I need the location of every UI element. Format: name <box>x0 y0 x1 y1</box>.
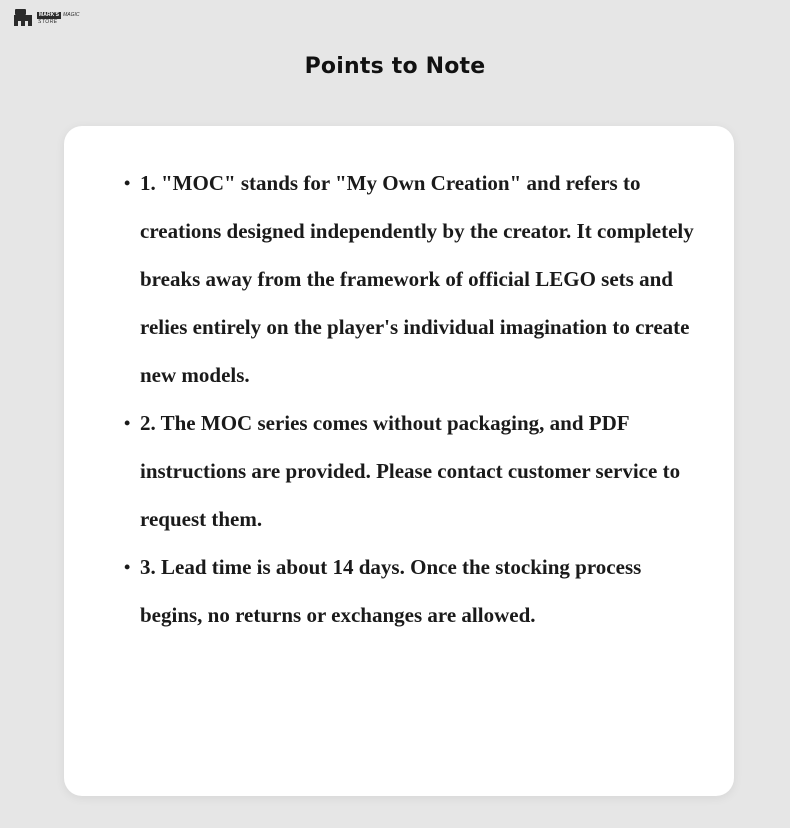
bullet-icon: • <box>124 557 131 577</box>
logo-magic: MAGIC <box>63 11 80 18</box>
note-text: 2. The MOC series comes without packaging, and PDF instructions are provided. Please contact customer service to request them. <box>140 411 681 531</box>
store-logo <box>14 8 80 28</box>
bullet-icon: • <box>124 173 131 193</box>
page-title: Points to Note <box>304 54 486 79</box>
logo-wordmark <box>37 12 80 25</box>
notes-list <box>124 159 700 639</box>
note-item-2 <box>124 399 700 543</box>
note-item-3 <box>124 543 700 639</box>
logo-store: STORE <box>38 18 58 25</box>
logo-icon <box>14 9 34 27</box>
note-item-1 <box>124 159 700 399</box>
note-text: 3. Lead time is about 14 days. Once the stocking process begins, no returns or exchanges are allowed. <box>140 555 642 627</box>
logo-badge: MARK'S <box>39 11 60 18</box>
notes-card <box>64 126 734 796</box>
note-text: 1. "MOC" stands for "My Own Creation" and refers to creations designed independently by the creator. It completely breaks away from the framework of official LEGO sets and relies entirely on the player's individual imagination to create new models. <box>140 171 694 387</box>
bullet-icon: • <box>124 413 131 433</box>
